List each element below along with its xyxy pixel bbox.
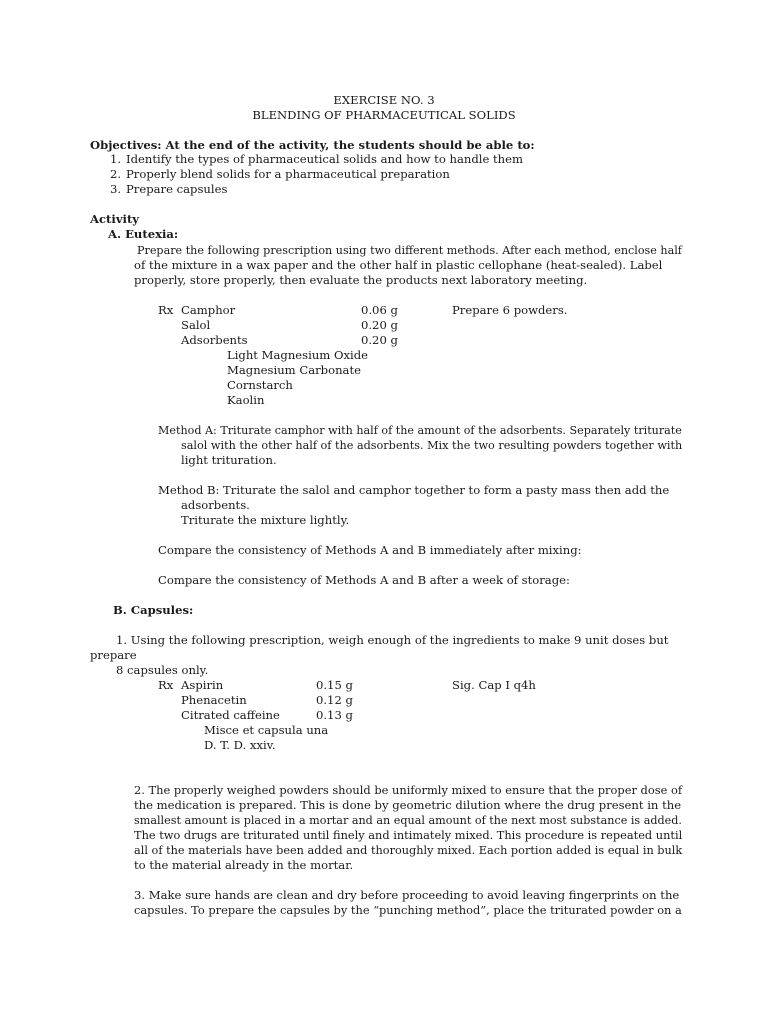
adsorbent-item: Light Magnesium Oxide xyxy=(227,348,369,362)
method-b-line: Method B: Triturate the salol and camphor together to form a pasty mass then add the xyxy=(158,483,670,497)
rx-symbol: Rx xyxy=(158,303,174,317)
step2-line: 2. The properly weighed powders should be uniformly mixed to ensure that the proper dose of xyxy=(134,783,683,797)
method-b-line: Triturate the mixture lightly. xyxy=(181,513,350,527)
step2-line: the medication is prepared. This is done by geometric dilution where the drug present in the xyxy=(134,798,682,812)
rx-direction: D. T. D. xxiv. xyxy=(204,738,276,752)
ingredient-amount: 0.20 g xyxy=(361,318,398,332)
step2-line: all of the materials have been added and thoroughly mixed. Each portion added is equal in bulk xyxy=(134,843,683,857)
adsorbent-item: Kaolin xyxy=(227,393,265,407)
objective-number: 1. xyxy=(110,152,122,166)
step2-line: smallest amount is placed in a mortar and an equal amount of the next most substance is added. xyxy=(134,813,682,827)
ingredient-amount: 0.12 g xyxy=(316,693,353,707)
method-b-line: adsorbents. xyxy=(181,498,250,512)
method-a-line: Method A: Triturate camphor with half of the amount of the adsorbents. Separately triturate xyxy=(158,423,682,437)
capsules-step1-line: prepare xyxy=(90,648,137,662)
exercise-title: BLENDING OF PHARMACEUTICAL SOLIDS xyxy=(252,108,516,122)
adsorbent-item: Magnesium Carbonate xyxy=(227,363,361,377)
step3-line: 3. Make sure hands are clean and dry before proceeding to avoid leaving fingerprints on the xyxy=(134,888,680,902)
ingredient-name: Phenacetin xyxy=(181,693,247,707)
capsules-heading: B. Capsules: xyxy=(113,603,194,617)
method-a-line: light trituration. xyxy=(181,453,277,467)
ingredient-amount: 0.20 g xyxy=(361,333,398,347)
ingredient-amount: 0.15 g xyxy=(316,678,353,692)
rx-direction: Misce et capsula una xyxy=(204,723,329,737)
ingredient-name: Camphor xyxy=(181,303,236,317)
eutexia-intro-line: of the mixture in a wax paper and the other half in plastic cellophane (heat-sealed). Label xyxy=(134,258,663,272)
objective-item: Prepare capsules xyxy=(126,182,228,196)
capsules-step1-line: 8 capsules only. xyxy=(116,663,209,677)
compare-immediate: Compare the consistency of Methods A and B immediately after mixing: xyxy=(158,543,582,557)
ingredient-name: Salol xyxy=(181,318,211,332)
objective-number: 3. xyxy=(110,182,122,196)
step3-line: capsules. To prepare the capsules by the “punching method”, place the triturated powder on a xyxy=(134,903,682,917)
eutexia-heading: A. Eutexia: xyxy=(108,227,179,241)
ingredient-name: Adsorbents xyxy=(181,333,248,347)
step2-line: The two drugs are triturated until finely and intimately mixed. This procedure is repeated until xyxy=(134,828,683,842)
compare-after-week: Compare the consistency of Methods A and B after a week of storage: xyxy=(158,573,570,587)
sig-instruction: Sig. Cap I q4h xyxy=(452,678,536,692)
rx-symbol: Rx xyxy=(158,678,174,692)
rx-instruction: Prepare 6 powders. xyxy=(452,303,568,317)
eutexia-intro-line: properly, store properly, then evaluate the products next laboratory meeting. xyxy=(134,273,588,287)
objective-item: Properly blend solids for a pharmaceutical preparation xyxy=(126,167,450,181)
adsorbent-item: Cornstarch xyxy=(227,378,293,392)
objectives-heading: Objectives: At the end of the activity, the students should be able to: xyxy=(90,138,535,152)
exercise-number: EXERCISE NO. 3 xyxy=(333,93,435,107)
activity-heading: Activity xyxy=(90,212,140,226)
ingredient-amount: 0.06 g xyxy=(361,303,398,317)
method-a-line: salol with the other half of the adsorbents. Mix the two resulting powders together with xyxy=(181,438,683,452)
objective-number: 2. xyxy=(110,167,122,181)
objective-item: Identify the types of pharmaceutical solids and how to handle them xyxy=(126,152,523,166)
step2-line: to the material already in the mortar. xyxy=(134,858,354,872)
ingredient-name: Aspirin xyxy=(181,678,224,692)
ingredient-amount: 0.13 g xyxy=(316,708,353,722)
eutexia-intro-line: Prepare the following prescription using two different methods. After each method, enclose half xyxy=(137,243,682,257)
capsules-step1-line: 1. Using the following prescription, weigh enough of the ingredients to make 9 unit doses but xyxy=(116,633,669,647)
ingredient-name: Citrated caffeine xyxy=(181,708,280,722)
